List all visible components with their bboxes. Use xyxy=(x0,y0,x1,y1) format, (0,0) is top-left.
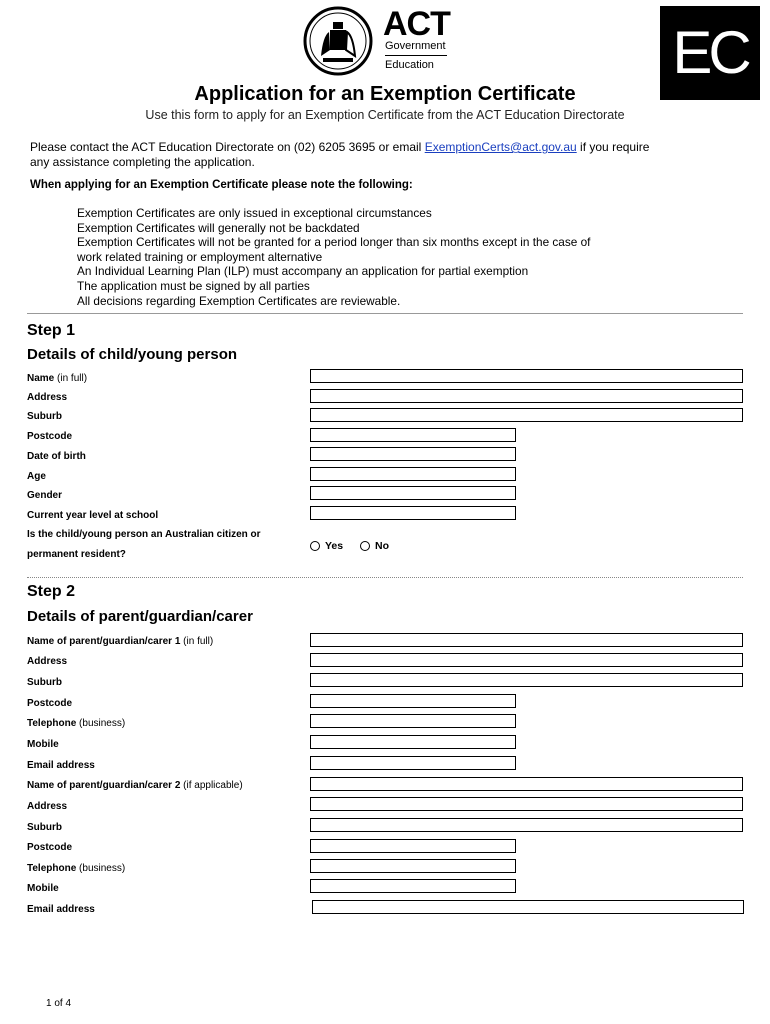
child-year-level-field[interactable] xyxy=(310,506,516,520)
act-government-logo xyxy=(303,6,463,76)
radio-circle-icon xyxy=(360,541,370,551)
carer2-label-note: (if applicable) xyxy=(183,780,243,791)
carer2-postcode-field[interactable] xyxy=(310,839,516,853)
child-postcode-field[interactable] xyxy=(310,428,516,442)
carer1-mobile-label: Mobile xyxy=(27,739,59,750)
child-address-field[interactable] xyxy=(310,389,743,403)
carer2-address-field[interactable] xyxy=(310,797,743,811)
carer1-telephone-label xyxy=(27,718,125,729)
carer1-address-label: Address xyxy=(27,656,68,667)
child-dob-field[interactable] xyxy=(310,447,516,461)
contact-paragraph xyxy=(30,140,670,170)
email-link[interactable]: ExemptionCerts@act.gov.au xyxy=(424,140,577,154)
carer1-mobile-field[interactable] xyxy=(310,735,516,749)
section-divider xyxy=(27,313,743,314)
child-age-field[interactable] xyxy=(310,467,516,481)
carer2-email-label: Email address xyxy=(27,904,95,915)
radio-circle-icon xyxy=(310,541,320,551)
age-label: Age xyxy=(27,471,46,482)
carer1-name-label xyxy=(27,636,213,647)
step1-heading: Details of child/young person xyxy=(27,346,238,363)
logo-divider xyxy=(385,55,447,56)
citizen-question-line1: Is the child/young person an Australian citizen or xyxy=(27,529,261,540)
postcode-label: Postcode xyxy=(27,431,73,442)
carer2-name-label xyxy=(27,780,243,791)
child-name-field[interactable] xyxy=(310,369,743,383)
logo-education-text: Education xyxy=(385,59,434,71)
citizen-no-radio[interactable] xyxy=(360,540,389,552)
list-item: All decisions regarding Exemption Certificates are reviewable. xyxy=(77,293,401,308)
carer1-email-field[interactable] xyxy=(310,756,516,770)
carer1-suburb-field[interactable] xyxy=(310,673,743,687)
dob-label: Date of birth xyxy=(27,451,86,462)
name-label-note: (in full) xyxy=(57,373,88,384)
carer2-telephone-field[interactable] xyxy=(310,859,516,873)
name-label-text: Name xyxy=(27,373,55,384)
logo-government-text: Government xyxy=(385,40,446,52)
page-title: Application for an Exemption Certificate xyxy=(194,83,576,105)
carer2-mobile-field[interactable] xyxy=(310,879,516,893)
list-item: Exemption Certificates are only issued in exceptional circumstances xyxy=(77,206,432,220)
carer2-suburb-field[interactable] xyxy=(310,818,743,832)
telephone-label-text: Telephone xyxy=(27,718,77,729)
year-level-label: Current year level at school xyxy=(27,510,159,521)
citizen-yes-radio[interactable] xyxy=(310,540,343,552)
logo-act-text: ACT xyxy=(383,5,450,43)
child-suburb-field[interactable] xyxy=(310,408,743,422)
ec-badge: EC xyxy=(660,6,760,100)
carer1-suburb-label: Suburb xyxy=(27,677,62,688)
list-item: Exemption Certificates will generally not be backdated xyxy=(77,220,360,235)
carer1-name-field[interactable] xyxy=(310,633,743,647)
no-label: No xyxy=(375,540,389,552)
list-item: Exemption Certificates will not be granted for a period longer than six months except in the case of work related training or employment alternative xyxy=(77,235,591,264)
step2-label: Step 2 xyxy=(27,583,76,600)
carer2-email-field[interactable] xyxy=(312,900,744,914)
carer1-postcode-field[interactable] xyxy=(310,694,516,708)
page-subtitle: Use this form to apply for an Exemption Certificate from the ACT Education Directorate xyxy=(145,108,625,122)
section-divider xyxy=(27,577,743,579)
list-item: An Individual Learning Plan (ILP) must accompany an application for partial exemption xyxy=(77,264,529,279)
act-coat-of-arms-icon xyxy=(303,6,373,76)
carer2-address-label: Address xyxy=(27,801,68,812)
note-heading: When applying for an Exemption Certificate please note the following: xyxy=(30,179,413,191)
carer2-label-text: Name of parent/guardian/carer 2 xyxy=(27,780,181,791)
carer2-mobile-label: Mobile xyxy=(27,883,59,894)
yes-label: Yes xyxy=(325,540,344,552)
carer1-telephone-field[interactable] xyxy=(310,714,516,728)
contact-text-end: if you require any assistance completing the application. xyxy=(30,140,650,169)
list-item: The application must be signed by all parties xyxy=(77,278,310,293)
carer1-label-note: (in full) xyxy=(183,636,214,647)
name-label xyxy=(27,373,87,384)
carer1-email-label: Email address xyxy=(27,760,95,771)
citizen-question-line2: permanent resident? xyxy=(27,549,126,560)
step2-heading: Details of parent/guardian/carer xyxy=(27,608,253,625)
carer1-postcode-label: Postcode xyxy=(27,698,73,709)
carer2-telephone-label xyxy=(27,863,125,874)
telephone-label-text: Telephone xyxy=(27,863,77,874)
carer1-label-text: Name of parent/guardian/carer 1 xyxy=(27,636,181,647)
carer1-address-field[interactable] xyxy=(310,653,743,667)
page-number: 1 of 4 xyxy=(46,998,72,1009)
contact-text: Please contact the ACT Education Directorate on (02) 6205 3695 or email xyxy=(30,140,425,154)
carer2-postcode-label: Postcode xyxy=(27,842,73,853)
carer2-suburb-label: Suburb xyxy=(27,822,62,833)
step1-label: Step 1 xyxy=(27,322,76,339)
telephone-label-note: (business) xyxy=(79,863,126,874)
telephone-label-note: (business) xyxy=(79,718,126,729)
address-label: Address xyxy=(27,392,68,403)
carer2-name-field[interactable] xyxy=(310,777,743,791)
notes-list xyxy=(77,206,597,308)
child-gender-field[interactable] xyxy=(310,486,516,500)
suburb-label: Suburb xyxy=(27,411,62,422)
gender-label: Gender xyxy=(27,490,63,501)
